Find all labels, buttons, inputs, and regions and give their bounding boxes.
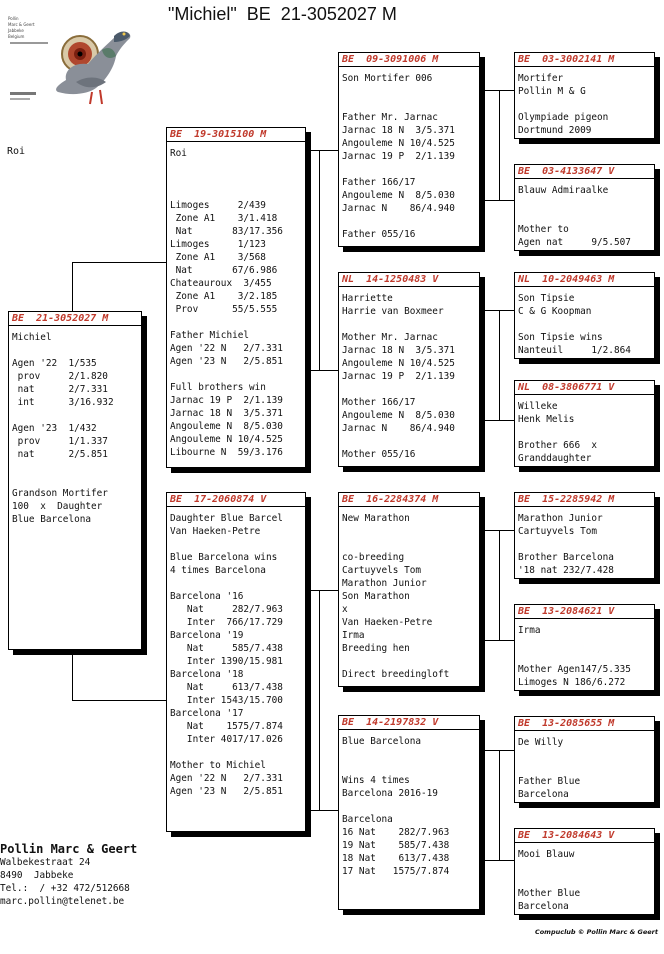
svg-text:Pollin: Pollin: [8, 16, 19, 21]
connector-line: [499, 310, 500, 420]
detail-line: Wins 4 times: [342, 775, 410, 786]
footer-credit: Compuclub © Pollin Marc & Geert: [534, 928, 658, 936]
detail-line: [518, 637, 652, 650]
detail-line: Mother 055/16: [342, 449, 416, 460]
detail-line: Zone A1 3/1.418: [170, 213, 278, 224]
detail-line: Son Tipsie wins: [518, 332, 603, 343]
connector-line: [72, 700, 166, 701]
detail-line: [170, 186, 303, 199]
connector-line: [482, 310, 514, 311]
pigeon-card-subject: [8, 311, 142, 650]
ring-number: BE 03-4133647 V: [518, 166, 615, 177]
pigeon-details: [342, 292, 477, 461]
ring-number: BE 03-3002141 M: [518, 54, 615, 65]
detail-line: Irma: [342, 630, 365, 641]
detail-line: Olympiade pigeon: [518, 112, 609, 123]
detail-line: Blue Barcelona: [12, 514, 92, 525]
detail-line: [342, 98, 477, 111]
detail-line: Agen '23 N 2/5.851: [170, 356, 283, 367]
connector-line: [72, 262, 166, 263]
svg-text:Belgium: Belgium: [8, 34, 25, 39]
connector-line: [499, 90, 500, 200]
detail-line: [342, 435, 477, 448]
detail-line: Mother Blue: [518, 888, 581, 899]
detail-line: [12, 344, 139, 357]
connector-line: [482, 90, 514, 91]
detail-line: Mortifer: [518, 73, 564, 84]
detail-line: Limoges 2/439: [170, 200, 266, 211]
detail-line: Blauw Admiraalke: [518, 185, 609, 196]
detail-line: [12, 409, 139, 422]
detail-line: Jarnac N 86/4.940: [342, 203, 455, 214]
detail-line: [170, 173, 303, 186]
detail-line: Pollin M & G: [518, 86, 586, 97]
detail-line: Willeke: [518, 401, 558, 412]
detail-line: Daughter Blue Barcel: [170, 513, 283, 524]
detail-line: [342, 748, 477, 761]
detail-line: [342, 318, 477, 331]
ring-number: NL 10-2049463 M: [518, 274, 615, 285]
detail-line: Zone A1 3/568: [170, 252, 266, 263]
detail-line: x: [342, 604, 348, 615]
pigeon-details: [342, 735, 477, 878]
detail-line: [518, 749, 652, 762]
logo-text: [7, 16, 35, 39]
detail-line: Irma: [518, 625, 541, 636]
detail-line: Father 166/17: [342, 177, 416, 188]
detail-line: [342, 85, 477, 98]
detail-line: Nat 67/6.986: [170, 265, 278, 276]
detail-line: Angouleme N 8/5.030: [342, 410, 455, 421]
detail-line: [170, 577, 303, 590]
detail-line: Mother to: [518, 224, 569, 235]
pigeon-card-father: [166, 127, 306, 468]
detail-line: Father Michiel: [170, 330, 250, 341]
ring-divider: [339, 506, 479, 507]
detail-line: Jarnac 18 N 3/5.371: [170, 408, 283, 419]
detail-line: [342, 163, 477, 176]
detail-line: Blue Barcelona wins: [170, 552, 278, 563]
connector-line: [499, 530, 500, 640]
detail-line: Father Blue: [518, 776, 581, 787]
detail-line: Angouleme N 10/4.525: [342, 138, 455, 149]
owner-city: 8490 Jabbeke: [0, 870, 74, 881]
detail-line: [518, 98, 652, 111]
ring-number: NL 08-3806771 V: [518, 382, 615, 393]
detail-line: [518, 426, 652, 439]
detail-line: Son Marathon: [342, 591, 410, 602]
detail-line: Marathon Junior: [342, 578, 427, 589]
ring-number: BE 16-2284374 M: [342, 494, 439, 505]
detail-line: Barcelona 2016-19: [342, 788, 438, 799]
pigeon-card-mff: [514, 492, 655, 579]
pigeon-card-mother: [166, 492, 306, 832]
detail-line: Dortmund 2009: [518, 125, 592, 136]
detail-line: 100 x Daughter: [12, 501, 103, 512]
ring-number: BE 19-3015100 M: [170, 129, 267, 140]
pigeon-card-mother-father: [338, 492, 480, 687]
detail-line: New Marathon: [342, 513, 410, 524]
detail-line: [170, 538, 303, 551]
detail-line: Michiel: [12, 332, 52, 343]
owner-email[interactable]: marc.pollin@telenet.be: [0, 896, 125, 907]
detail-line: Cartuyvels Tom: [342, 565, 422, 576]
svg-text:Jabbeke: Jabbeke: [8, 28, 24, 33]
ring-divider: [515, 730, 654, 731]
detail-line: Full brothers win: [170, 382, 266, 393]
detail-line: Agen '22 N 2/7.331: [170, 343, 283, 354]
pigeon-details: [342, 512, 477, 681]
detail-line: Angouleme N 8/5.030: [342, 190, 455, 201]
owner-name: Pollin Marc & Geert: [0, 842, 138, 856]
detail-line: [170, 368, 303, 381]
pigeon-card-mmf: [514, 716, 655, 803]
detail-line: Limoges N 186/6.272: [518, 677, 626, 688]
detail-line: [342, 383, 477, 396]
connector-line: [482, 530, 514, 531]
detail-line: Father 055/16: [342, 229, 416, 240]
ring-divider: [339, 729, 479, 730]
detail-line: Jarnac N 86/4.940: [342, 423, 455, 434]
pigeon-card-fff: [514, 52, 655, 139]
pigeon-details: [518, 292, 652, 357]
ring-divider: [9, 325, 141, 326]
connector-line: [482, 860, 514, 861]
connector-line: [499, 750, 500, 860]
detail-line: [518, 762, 652, 775]
detail-line: prov 1/1.337: [12, 436, 108, 447]
detail-line: Mooi Blauw: [518, 849, 575, 860]
detail-line: Agen '23 1/432: [12, 423, 97, 434]
connector-line: [308, 810, 338, 811]
detail-line: Granddaughter: [518, 453, 592, 464]
detail-line: Inter 1390/15.981: [170, 656, 283, 667]
detail-line: Son Tipsie: [518, 293, 575, 304]
connector-line: [319, 590, 320, 810]
detail-line: Agen '23 N 2/5.851: [170, 786, 283, 797]
detail-line: Blue Barcelona: [342, 736, 422, 747]
ring-divider: [515, 506, 654, 507]
detail-line: Nat 585/7.438: [170, 643, 283, 654]
detail-line: Mother 166/17: [342, 397, 416, 408]
ring-divider: [515, 66, 654, 67]
detail-line: Libourne N 59/3.176: [170, 447, 283, 458]
detail-line: Nat 282/7.963: [170, 604, 283, 615]
ring-divider: [339, 286, 479, 287]
pigeon-card-father-father: [338, 52, 480, 247]
pigeon-card-mmm: [514, 828, 655, 915]
detail-line: int 3/16.932: [12, 397, 114, 408]
detail-line: Mother Agen147/5.335: [518, 664, 631, 675]
detail-line: [170, 746, 303, 759]
detail-line: Nat 1575/7.874: [170, 721, 283, 732]
detail-line: Father Mr. Jarnac: [342, 112, 438, 123]
detail-line: Nanteuil 1/2.864: [518, 345, 631, 356]
detail-line: 19 Nat 585/7.438: [342, 840, 450, 851]
detail-line: [170, 316, 303, 329]
pigeon-details: [12, 331, 139, 526]
detail-line: Jarnac 19 P 2/1.139: [342, 371, 455, 382]
detail-line: [518, 861, 652, 874]
detail-line: Barcelona '18: [170, 669, 244, 680]
pigeon-card-mfm: [514, 604, 655, 691]
pigeon-card-fmm: [514, 380, 655, 467]
detail-line: Mother Mr. Jarnac: [342, 332, 438, 343]
ring-divider: [339, 66, 479, 67]
connector-line: [482, 750, 514, 751]
detail-line: nat 2/7.331: [12, 384, 108, 395]
detail-line: Roi: [170, 148, 187, 159]
connector-line: [482, 640, 514, 641]
detail-line: Prov 55/5.555: [170, 304, 278, 315]
detail-line: Brother Barcelona: [518, 552, 614, 563]
detail-line: Agen '22 1/535: [12, 358, 97, 369]
detail-line: Jarnac 18 N 3/5.371: [342, 345, 455, 356]
detail-line: Brother 666 x: [518, 440, 598, 451]
pigeon-card-ffm: [514, 164, 655, 251]
ring-number: BE 21-3052027 M: [12, 313, 109, 324]
detail-line: [518, 210, 652, 223]
detail-line: Van Haeken-Petre: [170, 526, 261, 537]
ring-divider: [167, 506, 305, 507]
pedigree-title: "Michiel" BE 21-3052027 M: [168, 4, 397, 24]
connector-line: [319, 150, 320, 370]
detail-line: 17 Nat 1575/7.874: [342, 866, 450, 877]
ring-number: BE 13-2085655 M: [518, 718, 615, 729]
pigeon-details: [342, 72, 477, 241]
ring-divider: [515, 394, 654, 395]
detail-line: Agen nat 9/5.507: [518, 237, 631, 248]
detail-line: Nat 613/7.438: [170, 682, 283, 693]
ring-divider: [515, 842, 654, 843]
ring-number: BE 15-2285942 M: [518, 494, 615, 505]
owner-info: [0, 842, 137, 908]
detail-line: [342, 761, 477, 774]
ring-divider: [167, 141, 305, 142]
detail-line: Son Mortifer 006: [342, 73, 433, 84]
detail-line: Direct breedingloft: [342, 669, 450, 680]
ring-divider: [515, 286, 654, 287]
pigeon-card-fmf: [514, 272, 655, 359]
detail-line: prov 2/1.820: [12, 371, 108, 382]
detail-line: [518, 650, 652, 663]
ring-number: BE 14-2197832 V: [342, 717, 439, 728]
detail-line: Barcelona: [518, 789, 569, 800]
detail-line: Chateauroux 3/455: [170, 278, 272, 289]
detail-line: Jarnac 19 P 2/1.139: [170, 395, 283, 406]
ring-divider: [515, 178, 654, 179]
pigeon-card-father-mother: [338, 272, 480, 467]
detail-line: Cartuyvels Tom: [518, 526, 598, 537]
detail-line: Harriette: [342, 293, 393, 304]
svg-text:Marc & Geert: Marc & Geert: [8, 22, 35, 27]
detail-line: Barcelona '16: [170, 591, 244, 602]
pigeon-details: [518, 736, 652, 801]
detail-line: [518, 318, 652, 331]
detail-line: [518, 874, 652, 887]
detail-line: Harrie van Boxmeer: [342, 306, 444, 317]
detail-line: Grandson Mortifer: [12, 488, 108, 499]
ring-number: NL 14-1250483 V: [342, 274, 439, 285]
detail-line: Inter 766/17.729: [170, 617, 283, 628]
detail-line: Agen '22 N 2/7.331: [170, 773, 283, 784]
connector-line: [482, 200, 514, 201]
detail-line: Barcelona '19: [170, 630, 244, 641]
pigeon-details: [518, 848, 652, 913]
detail-line: [342, 525, 477, 538]
connector-line: [308, 590, 338, 591]
owner-phone: Tel.: / +32 472/512668: [0, 883, 130, 894]
pigeon-details: [518, 72, 652, 137]
detail-line: Van Haeken-Petre: [342, 617, 433, 628]
pigeon-details: [518, 624, 652, 689]
detail-line: Limoges 1/123: [170, 239, 266, 250]
pigeon-details: [518, 184, 652, 249]
detail-line: Jarnac 18 N 3/5.371: [342, 125, 455, 136]
detail-line: nat 2/5.851: [12, 449, 108, 460]
detail-line: '18 nat 232/7.428: [518, 565, 614, 576]
detail-line: co-breeding: [342, 552, 405, 563]
pigeon-details: [518, 400, 652, 465]
detail-line: Nat 83/17.356: [170, 226, 283, 237]
detail-line: [342, 655, 477, 668]
detail-line: De Willy: [518, 737, 564, 748]
detail-line: [518, 197, 652, 210]
pigeon-logo-icon: [6, 12, 136, 107]
detail-line: [342, 215, 477, 228]
detail-line: Inter 4017/17.026: [170, 734, 283, 745]
side-note: Roi: [7, 146, 26, 157]
ring-number: BE 13-2084643 V: [518, 830, 615, 841]
owner-street: Walbekestraat 24: [0, 857, 91, 868]
detail-line: Mother to Michiel: [170, 760, 266, 771]
detail-line: Angouleme N 8/5.030: [170, 421, 283, 432]
detail-line: Marathon Junior: [518, 513, 603, 524]
detail-line: Jarnac 19 P 2/1.139: [342, 151, 455, 162]
detail-line: Barcelona: [518, 901, 569, 912]
connector-line: [482, 420, 514, 421]
ring-number: BE 17-2060874 V: [170, 494, 267, 505]
detail-line: Angouleme N 10/4.525: [342, 358, 455, 369]
pigeon-card-mother-mother: [338, 715, 480, 910]
connector-line: [308, 370, 338, 371]
pigeon-details: [518, 512, 652, 577]
detail-line: [342, 538, 477, 551]
ring-divider: [515, 618, 654, 619]
ring-number: BE 09-3091006 M: [342, 54, 439, 65]
detail-line: 16 Nat 282/7.963: [342, 827, 450, 838]
detail-line: 4 times Barcelona: [170, 565, 266, 576]
detail-line: C & G Koopman: [518, 306, 592, 317]
connector-line: [308, 150, 338, 151]
detail-line: Barcelona '17: [170, 708, 244, 719]
detail-line: Barcelona: [342, 814, 393, 825]
detail-line: Henk Melis: [518, 414, 575, 425]
detail-line: Angouleme N 10/4.525: [170, 434, 283, 445]
detail-line: [342, 800, 477, 813]
detail-line: Inter 1543/15.700: [170, 695, 283, 706]
detail-line: Zone A1 3/2.185: [170, 291, 278, 302]
detail-line: Breeding hen: [342, 643, 410, 654]
detail-line: 18 Nat 613/7.438: [342, 853, 450, 864]
detail-line: [12, 461, 139, 474]
detail-line: [518, 538, 652, 551]
pigeon-details: [170, 512, 303, 798]
detail-line: [170, 160, 303, 173]
ring-number: BE 13-2084621 V: [518, 606, 615, 617]
pigeon-details: [170, 147, 303, 459]
detail-line: [12, 474, 139, 487]
